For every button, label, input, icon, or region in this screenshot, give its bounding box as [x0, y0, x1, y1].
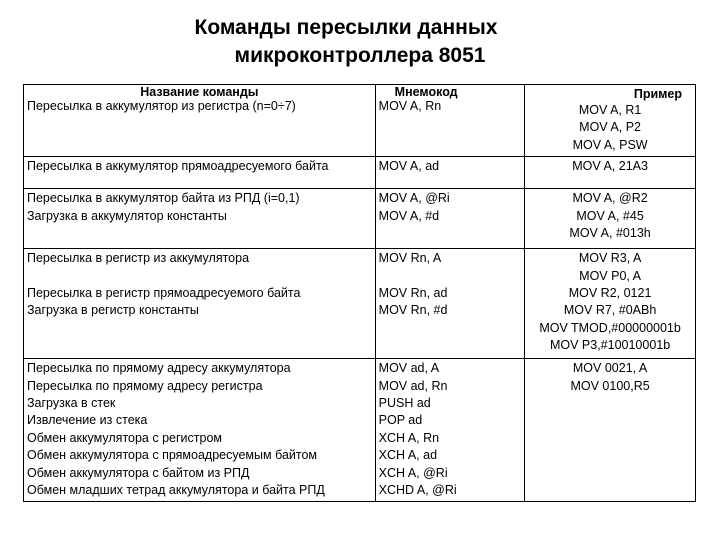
- command-name: Пересылка по прямому адресу аккумулятора: [27, 361, 291, 376]
- mnemonic: XCHD A, @Ri: [378, 483, 457, 498]
- example: MOV A, P2: [579, 120, 641, 135]
- mnemonic-cell: [375, 189, 525, 249]
- example-cell: [525, 157, 696, 189]
- mnemonic: XCH A, Rn: [378, 430, 440, 445]
- table-row: [24, 85, 696, 157]
- command-name: Обмен аккумулятора с регистром: [27, 430, 222, 445]
- example-cell: [525, 249, 696, 359]
- name-cell: [24, 157, 376, 189]
- header-name: Название команды: [140, 85, 259, 99]
- mnemonic-cell: [375, 85, 525, 157]
- header-example: Пример: [633, 87, 682, 101]
- command-name: Загрузка в стек: [27, 396, 116, 411]
- mnemonic: MOV Rn, ad: [378, 286, 448, 301]
- name-cell: [24, 359, 376, 502]
- command-name: Пересылка в регистр из аккумулятора: [27, 251, 250, 266]
- example: MOV 0100,R5: [570, 378, 650, 393]
- example: MOV 0021, A: [572, 361, 648, 376]
- example: MOV P0, A: [579, 268, 641, 283]
- title-line-2: микроконтроллера 8051: [234, 44, 486, 67]
- command-name: Загрузка в аккумулятор константы: [27, 208, 227, 223]
- example: MOV P3,#10010001b: [549, 338, 671, 353]
- example: MOV R3, A: [578, 251, 642, 266]
- command-name: Пересылка в регистр прямоадресуемого байта: [27, 286, 301, 301]
- command-name: Обмен аккумулятора с прямоадресуемым байтом: [27, 448, 318, 463]
- commands-table: [23, 84, 696, 502]
- table-row: [24, 189, 696, 249]
- command-name: Извлечение из стека: [27, 413, 148, 428]
- mnemonic: XCH A, ad: [378, 448, 438, 463]
- mnemonic: MOV Rn, #d: [378, 303, 448, 318]
- mnemonic: XCH A, @Ri: [378, 465, 448, 480]
- table-row: [24, 157, 696, 189]
- name-cell: [24, 85, 376, 157]
- command-name: Загрузка в регистр константы: [27, 303, 199, 318]
- command-name: Пересылка по прямому адресу регистра: [27, 378, 263, 393]
- mnemonic: POP ad: [378, 413, 423, 428]
- example-cell: [525, 189, 696, 249]
- mnemonic: MOV A, @Ri: [378, 191, 450, 206]
- page-title: [0, 14, 720, 70]
- example-cell: [525, 85, 696, 157]
- example: MOV A, R1: [578, 103, 642, 117]
- command-name: Обмен аккумулятора с байтом из РПД: [27, 465, 250, 480]
- header-mnemonic: Мнемокод: [394, 85, 458, 99]
- mnemonic: MOV A, ad: [378, 159, 440, 174]
- command-name: Пересылка в аккумулятор байта из РПД (i=0,1): [27, 191, 300, 206]
- mnemonic-cell: [375, 359, 525, 502]
- table-row: [24, 249, 696, 359]
- table-row: [24, 359, 696, 502]
- mnemonic: MOV A, Rn: [378, 99, 442, 113]
- example: MOV A, #013h: [569, 226, 651, 241]
- mnemonic-cell: [375, 157, 525, 189]
- command-name: Пересылка в аккумулятор из регистра (n=0÷7): [27, 99, 296, 113]
- example: MOV A, PSW: [572, 137, 648, 152]
- name-cell: [24, 189, 376, 249]
- command-name-spacer: [27, 268, 372, 285]
- mnemonic: MOV Rn, A: [378, 251, 442, 266]
- example: MOV A, 21A3: [572, 159, 648, 174]
- mnemonic-spacer: [379, 268, 522, 285]
- example-cell: [525, 359, 696, 502]
- mnemonic: MOV ad, A: [378, 361, 440, 376]
- example: MOV A, @R2: [572, 191, 648, 206]
- example: MOV TMOD,#00000001b: [539, 320, 681, 335]
- example: MOV A, #45: [576, 208, 644, 223]
- title-line-1: Команды пересылки данных: [194, 16, 498, 39]
- mnemonic: PUSH ad: [378, 396, 431, 411]
- mnemonic: MOV ad, Rn: [378, 378, 448, 393]
- command-name: Обмен младших тетрад аккумулятора и байта РПД: [27, 483, 325, 498]
- mnemonic: MOV A, #d: [378, 208, 440, 223]
- command-name: Пересылка в аккумулятор прямоадресуемого байта: [27, 159, 329, 174]
- name-cell: [24, 249, 376, 359]
- example: MOV R2, 0121: [568, 286, 652, 301]
- example: MOV R7, #0ABh: [563, 303, 657, 318]
- mnemonic-cell: [375, 249, 525, 359]
